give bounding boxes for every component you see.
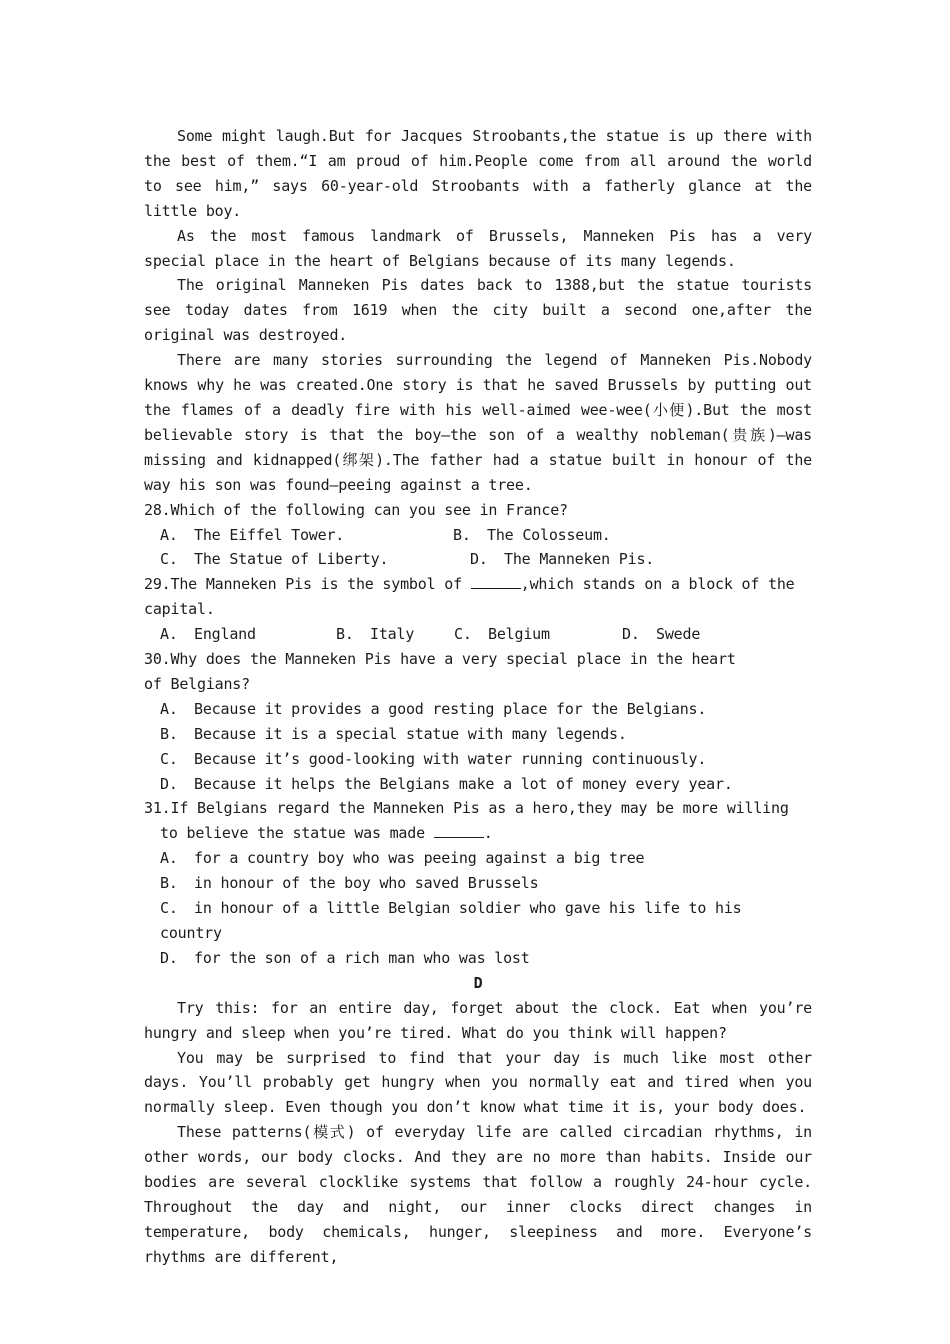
question-30-option-a (144, 697, 812, 722)
option-letter: A. (160, 849, 178, 868)
question-28 (144, 498, 812, 573)
option-text: Because it provides a good resting place for the Belgians. (194, 699, 707, 718)
passage-c-paragraph-3: The original Manneken Pis dates back to 1388,but the statue tourists see today dates from 1619 when the city built a second one,after the original was destroyed. (144, 276, 812, 345)
question-30-stem: 30.Why does the Manneken Pis have a very special place in the heart of Belgians? (144, 650, 736, 693)
question-29 (144, 572, 812, 647)
option-text: for a country boy who was peeing against a big tree (194, 849, 645, 868)
option-text: Because it’s good-looking with water running continuously. (194, 749, 707, 768)
option-text: Italy (370, 625, 415, 644)
option-letter: C. (160, 899, 178, 918)
question-31-option-a (144, 846, 812, 871)
section-d-title: D (473, 973, 483, 992)
question-29-options (144, 622, 812, 647)
question-31-option-c (144, 896, 812, 946)
question-30 (144, 647, 812, 796)
question-31-stem (144, 796, 812, 846)
stem-before-blank: 31.If Belgians regard the Manneken Pis as a hero,they may be more willing to believe the statue was made (144, 799, 789, 843)
option-letter: B. (453, 525, 471, 544)
option-text: Swede (656, 625, 701, 644)
question-29-option-a (160, 622, 336, 647)
question-28-option-a (160, 523, 453, 548)
question-28-stem: 28.Which of the following can you see in France? (144, 500, 568, 519)
section-d-paragraph-2: You may be surprised to find that your day is much like most other days. You’ll probably get hungry when you normally eat and tired when you normally sleep. Even though you don’t know what time it is, your body does. (144, 1048, 812, 1117)
question-30-option-c (144, 747, 812, 772)
question-28-option-d (470, 547, 654, 572)
option-letter: C. (160, 550, 178, 569)
option-text: in honour of a little Belgian soldier who gave his life to his country (160, 899, 742, 942)
exam-page (144, 124, 812, 1270)
option-letter: D. (470, 550, 488, 569)
passage-c-paragraph-2: As the most famous landmark of Brussels, Manneken Pis has a very special place in the heart of Belgians because of its many legends. (144, 226, 812, 270)
option-letter: A. (160, 699, 178, 718)
option-text: in honour of the boy who saved Brussels (194, 874, 539, 893)
option-text: The Statue of Liberty. (194, 550, 389, 569)
option-letter: A. (160, 525, 178, 544)
option-text: The Manneken Pis. (504, 550, 655, 569)
option-text: The Colosseum. (487, 525, 611, 544)
option-text: for the son of a rich man who was lost (194, 948, 530, 967)
question-30-option-d (144, 772, 812, 797)
option-text: Belgium (488, 625, 550, 644)
question-28-options-row-2 (144, 547, 812, 572)
section-d-paragraph-3: These patterns(模式) of everyday life are called circadian rhythms, in other words, our body clocks. And they are no more than habits. Inside our bodies are several clocklike systems that follow a roughly 24-hour cycle. Throughout the day and night, our inner clocks direct changes in temperature, body chemicals, hunger, sleepiness and more. Everyone’s rhythms are different, (144, 1123, 812, 1266)
stem-after-blank: ,which stands on a block of the capital. (144, 575, 795, 619)
question-31-option-d (144, 946, 812, 971)
question-29-option-b (336, 622, 454, 647)
stem-before-blank: 29.The Manneken Pis is the symbol of (144, 575, 471, 594)
question-29-option-c (454, 622, 622, 647)
option-letter: B. (160, 724, 178, 743)
question-28-option-b (453, 523, 611, 548)
option-text: Because it is a special statue with many legends. (194, 724, 627, 743)
option-letter: A. (160, 625, 178, 644)
option-text: England (194, 625, 256, 644)
option-letter: D. (160, 948, 178, 967)
question-31 (144, 796, 812, 970)
section-d-paragraph-1: Try this: for an entire day, forget about the clock. Eat when you’re hungry and sleep when you’re tired. What do you think will happen? (144, 998, 812, 1042)
option-letter: B. (160, 874, 178, 893)
passage-c-paragraph-4: There are many stories surrounding the legend of Manneken Pis.Nobody knows why he was created.One story is that he saved Brussels by putting out the flames of a deadly fire with his well-aimed wee-wee(小便).But the most believable story is that the boy—the son of a wealthy nobleman(贵族)—was missing and kidnapped(绑架).The father had a statue built in honour of the way his son was found—peeing against a tree. (144, 351, 812, 494)
option-letter: C. (454, 625, 472, 644)
stem-after-blank: . (483, 824, 493, 843)
option-letter: D. (160, 774, 178, 793)
question-30-option-b (144, 722, 812, 747)
passage-c-paragraph-1: Some might laugh.But for Jacques Stroobants,the statue is up there with the best of them.“I am proud of him.People come from all around the world to see him,” says 60-year-old Stroobants with a fatherly glance at the little boy. (144, 127, 812, 220)
question-29-option-d (622, 622, 700, 647)
option-letter: D. (622, 625, 640, 644)
question-29-stem (144, 572, 812, 622)
question-28-option-c (160, 547, 470, 572)
question-31-option-b (144, 871, 812, 896)
option-text: The Eiffel Tower. (194, 525, 345, 544)
answer-blank (434, 823, 484, 838)
answer-blank (471, 574, 521, 589)
question-28-options-row-1 (144, 523, 812, 548)
option-letter: B. (336, 625, 354, 644)
option-letter: C. (160, 749, 178, 768)
option-text: Because it helps the Belgians make a lot of money every year. (194, 774, 733, 793)
